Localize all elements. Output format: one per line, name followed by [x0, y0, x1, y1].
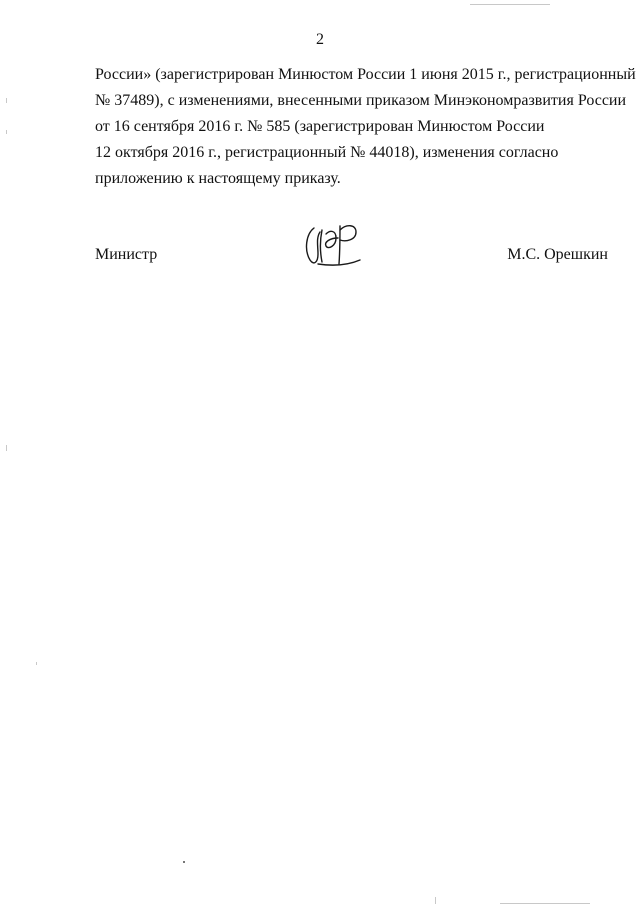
- signer-name: М.С. Орешкин: [507, 246, 608, 263]
- page-number: 2: [316, 31, 324, 48]
- scan-artifact: [500, 903, 590, 904]
- body-line-2: № 37489), с изменениями, внесенными приказом Минэкономразвития России: [95, 92, 627, 109]
- scan-artifact: [6, 98, 7, 103]
- scan-artifact: [6, 130, 7, 134]
- scan-artifact: [36, 662, 37, 665]
- body-line-1: России» (зарегистрирован Минюстом России 1 июня 2015 г., регистрационный: [95, 66, 636, 83]
- scan-artifact: [470, 4, 550, 5]
- body-line-3: от 16 сентября 2016 г. № 585 (зарегистрирован Минюстом России: [95, 118, 545, 135]
- body-line-5: приложению к настоящему приказу.: [95, 170, 341, 187]
- signer-title: Министр: [95, 246, 158, 263]
- signature-row: [95, 245, 608, 265]
- scan-artifact: [183, 861, 185, 863]
- scan-artifact: [435, 897, 436, 904]
- body-line-4: 12 октября 2016 г., регистрационный № 44018), изменения согласно: [95, 144, 559, 161]
- scan-artifact: [6, 445, 7, 451]
